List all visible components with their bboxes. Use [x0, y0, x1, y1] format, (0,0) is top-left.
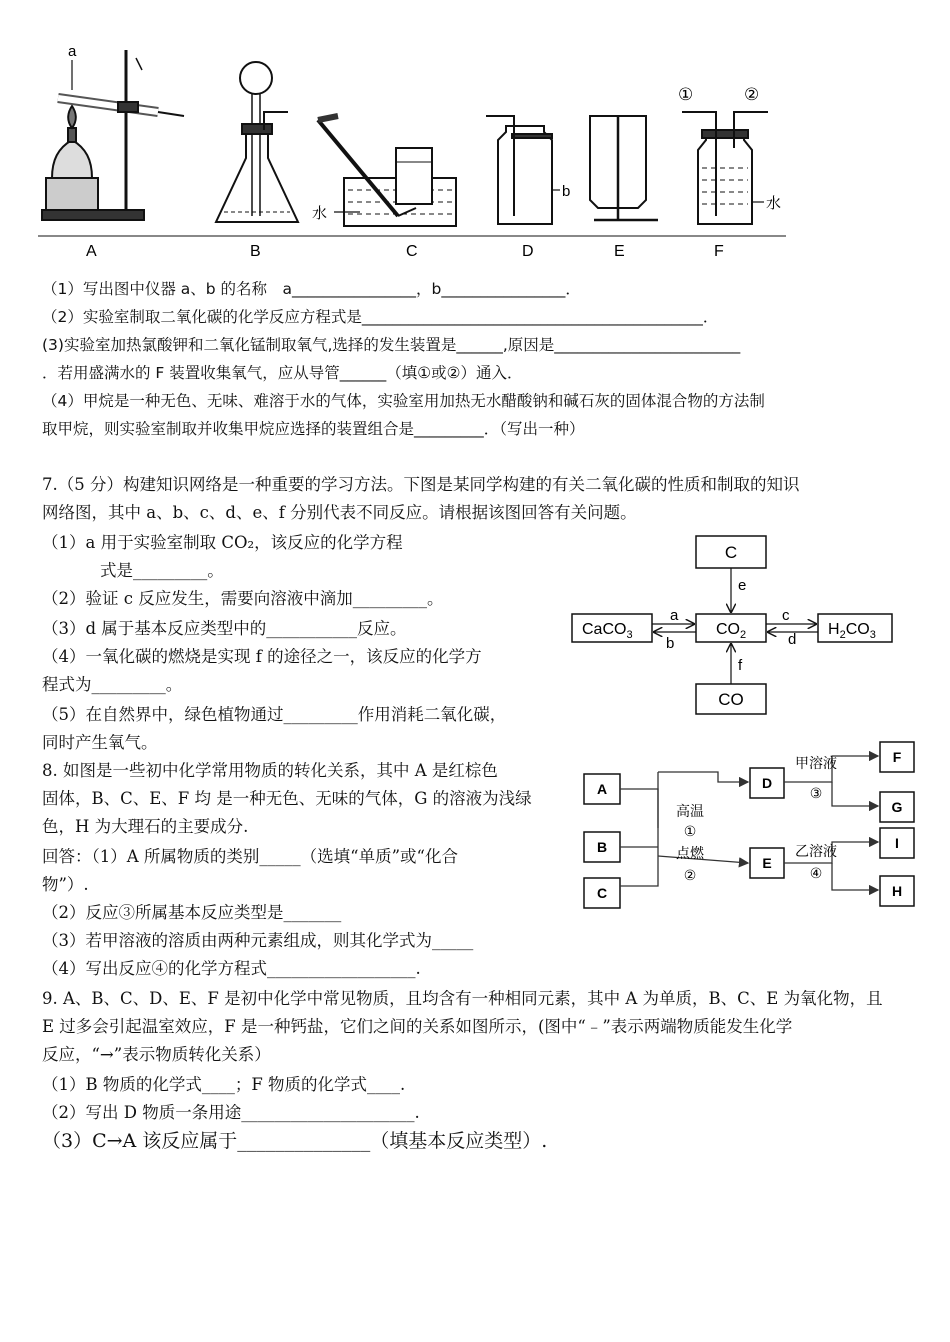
- apparatus-b: [216, 62, 298, 222]
- q9-line-3: 反应，“→”表示物质转化关系）: [42, 1045, 271, 1064]
- label-b: B: [250, 243, 261, 260]
- q7-line-6: （3）d 属于基本反应类型中的___________反应。: [42, 619, 407, 638]
- q8-line-7: （3）若甲溶液的溶质由两种元素组成，则其化学式为_____: [42, 931, 474, 950]
- apparatus-a: [42, 50, 184, 220]
- node-h: [880, 876, 914, 906]
- cond-yi: 乙溶液: [795, 843, 837, 859]
- apparatus-labels: [86, 243, 724, 260]
- q7-line-10: 同时产生氧气。: [42, 733, 158, 752]
- label-f: F: [714, 243, 724, 260]
- label-c: C: [406, 243, 418, 260]
- port-1-label: ①: [678, 85, 694, 104]
- apparatus-figure: [38, 40, 788, 262]
- node-c: [584, 878, 620, 908]
- mark-b: b: [562, 183, 571, 200]
- label-e: E: [614, 243, 625, 260]
- q8-line-6: （2）反应③所属基本反应类型是_______: [42, 903, 342, 922]
- q8-line-1: 8. 如图是一些初中化学常用物质的转化关系，其中 A 是红棕色: [42, 761, 498, 780]
- svg-text:H2CO3: $H_2CO_3$: [828, 621, 876, 641]
- q6-line-5: （4）甲烷是一种无色、无味、难溶于水的气体，实验室用加热无水醋酸钠和碱石灰的固体混合物的方法制: [42, 392, 765, 410]
- cond-r3: ③: [809, 785, 823, 801]
- q7-line-4: 式是_________。: [100, 561, 224, 580]
- q7-line-7: （4）一氧化碳的燃烧是实现 f 的途径之一，该反应的化学方: [42, 647, 482, 666]
- q9-line-1: 9. A、B、C、D、E、F 是初中化学中常见物质，且均含有一种相同元素，其中 A 为单质，B、C、E 为氧化物，且: [42, 989, 883, 1008]
- co2-network-diagram: [566, 530, 898, 718]
- q8-line-3: 色，H 为大理石的主要成分.: [42, 817, 249, 836]
- svg-text:G: G: [891, 799, 903, 815]
- q7-line-1: 7.（5 分）构建知识网络是一种重要的学习方法。下图是某同学构建的有关二氧化碳的性质和制取的知识: [42, 475, 800, 494]
- node-co: [696, 684, 766, 714]
- q7-line-9: （5）在自然界中，绿色植物通过_________作用消耗二氧化碳，: [42, 705, 507, 724]
- node-f: [880, 742, 914, 772]
- svg-text:CO: CO: [718, 690, 744, 709]
- q9-line-2: E 过多会引起温室效应，F 是一种钙盐，它们之间的关系如图所示，(图中“﹣”表示两端物质能发生化学: [42, 1017, 793, 1036]
- label-f: f: [738, 657, 743, 674]
- q7-line-3: （1）a 用于实验室制取 CO₂，该反应的化学方程: [42, 533, 403, 552]
- node-b: [584, 832, 620, 862]
- node-g: [880, 792, 914, 822]
- node-e: [750, 848, 784, 878]
- mark-a: a: [68, 43, 77, 60]
- cond-gaowen: 高温: [676, 803, 704, 819]
- cond-r1: ①: [683, 823, 697, 839]
- q6-line-1: （1）写出图中仪器 a、b 的名称 a________________，b________________．: [42, 280, 581, 298]
- q7-line-8: 程式为_________。: [42, 675, 183, 694]
- svg-text:A: A: [596, 781, 608, 797]
- svg-text:D: D: [761, 775, 773, 791]
- apparatus-d: [486, 116, 560, 224]
- q6-line-4: ．若用盛满水的 F 装置收集氧气，应从导管______（填①或②）通入．: [42, 364, 523, 382]
- node-a: [584, 774, 620, 804]
- apparatus-f: [682, 112, 768, 224]
- q9-line-5: （2）写出 D 物质一条用途_____________________.: [42, 1103, 420, 1122]
- label-a: A: [86, 243, 97, 260]
- node-i: [880, 828, 914, 858]
- svg-text:C: C: [596, 885, 608, 901]
- q8-line-4: 回答：（1）A 所属物质的类别_____（选填“单质”或“化合: [42, 847, 458, 866]
- apparatus-e: [590, 116, 658, 220]
- svg-text:H: H: [891, 883, 903, 899]
- q6-line-6: 取甲烷，则实验室制取并收集甲烷应选择的装置组合是_________．（写出一种）: [42, 420, 585, 438]
- q8-line-2: 固体，B、C、E、F 均 是一种无色、无味的气体，G 的溶液为浅绿: [42, 789, 532, 808]
- node-d: [750, 768, 784, 798]
- cond-jia: 甲溶液: [795, 755, 837, 771]
- q6-line-3: (3)实验室加热氯酸钾和二氧化锰制取氧气,选择的发生装置是______,原因是________________________: [42, 336, 741, 354]
- q7-line-5: （2）验证 c 反应发生，需要向溶液中滴加_________。: [42, 589, 444, 608]
- svg-text:CO2: $CO_2$: [716, 621, 747, 641]
- q6-line-2: （2）实验室制取二氧化碳的化学反应方程式是____________________________________________．: [42, 308, 719, 326]
- label-a: a: [670, 607, 679, 624]
- label-b: b: [666, 635, 675, 652]
- label-d: d: [788, 631, 797, 648]
- q8-line-5: 物”）.: [42, 875, 89, 894]
- label-e: e: [738, 577, 747, 594]
- svg-text:I: I: [895, 835, 899, 851]
- q9-line-4: （1）B 物质的化学式____；F 物质的化学式____.: [42, 1075, 406, 1094]
- svg-text:B: B: [596, 839, 608, 855]
- q7-line-2: 网络图，其中 a、b、c、d、e、f 分别代表不同反应。请根据该图回答有关问题。: [42, 503, 637, 522]
- svg-text:E: E: [762, 855, 772, 871]
- cond-r2: ②: [683, 867, 697, 883]
- svg-text:CaCO3: CaCO$_3$: [582, 621, 633, 641]
- q8-line-8: （4）写出反应④的化学方程式__________________.: [42, 959, 421, 978]
- node-c: [696, 536, 766, 568]
- svg-text:F: F: [892, 749, 902, 765]
- q9-line-6: （3）C→A 该反应属于______________（填基本反应类型）.: [42, 1130, 548, 1152]
- node-co2: [696, 614, 766, 642]
- cond-r4: ④: [809, 865, 823, 881]
- cond-dianran: 点燃: [676, 845, 704, 861]
- node-caco3: [572, 614, 652, 642]
- transformation-diagram: [578, 736, 922, 912]
- svg-text:C: C: [724, 543, 738, 562]
- port-2-label: ②: [744, 85, 760, 104]
- water-label-f: 水: [766, 195, 782, 212]
- transformation-arrows: [620, 756, 878, 890]
- apparatus-c: [318, 116, 456, 226]
- label-c: c: [782, 607, 790, 624]
- water-label-c: 水: [312, 205, 328, 222]
- label-d: D: [522, 243, 534, 260]
- node-h2co3: [818, 614, 892, 642]
